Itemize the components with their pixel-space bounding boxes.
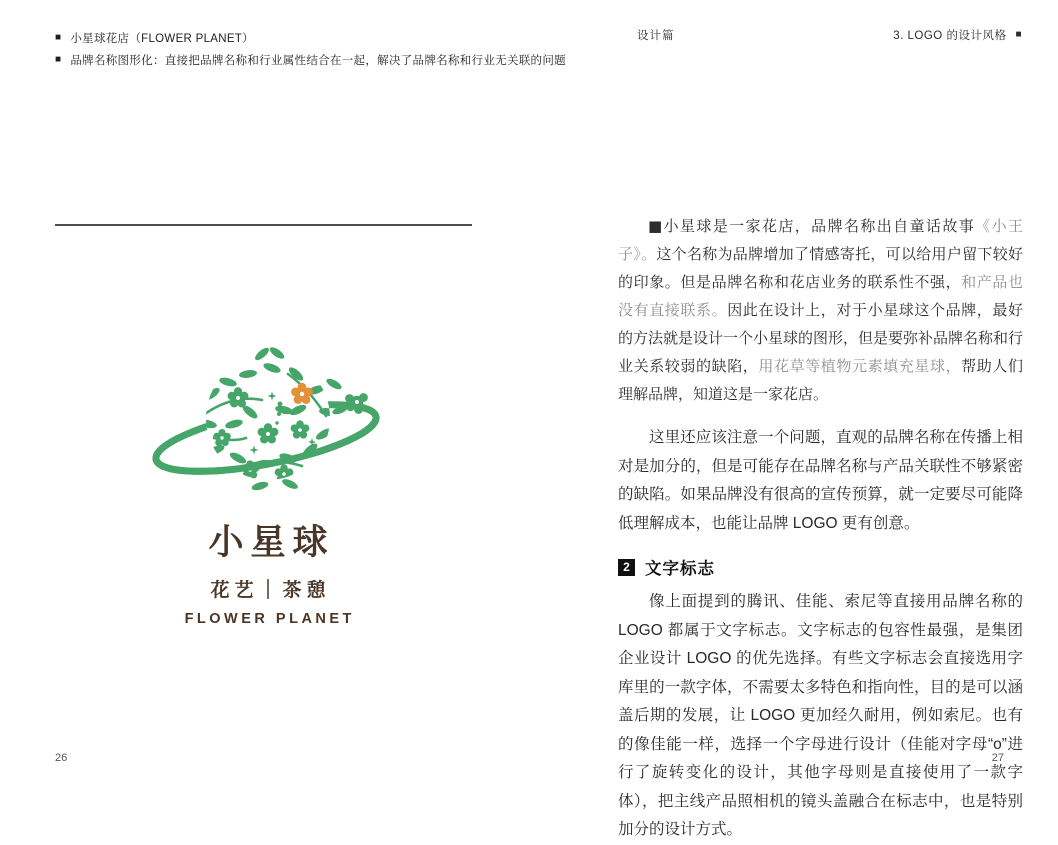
intro-seg2-highlight: 《小王子》。: [618, 217, 1023, 263]
square-bullet-icon: ■: [55, 32, 62, 43]
intro-paragraph: [618, 212, 1023, 408]
intro-seg1: 小星球是一家花店，品牌名称出自童话故事: [663, 217, 976, 235]
horizontal-rule: [55, 224, 472, 226]
square-bullet-icon: ■: [55, 54, 62, 65]
intro-seg3: 这个名称为品牌增加了情感寄托，可以给用户留下较好的印象。但是品牌名称和花店业务的联系性不强，: [618, 245, 1023, 291]
planet-logo-graphic: [150, 346, 386, 504]
section-title: 文字标志: [645, 560, 715, 578]
intro-seg6-highlight: 用花草等植物元素填充星球，: [758, 357, 962, 375]
logo-english-name: FLOWER PLANET: [184, 611, 355, 627]
chapter-title: 3. LOGO 的设计风格: [893, 30, 1007, 42]
paragraph-bullet-icon: ■: [648, 217, 664, 235]
running-head-chapter: [893, 27, 1022, 43]
body-paragraph: 像上面提到的腾讯、佳能、索尼等直接用品牌名称的 LOGO 都属于文字标志。文字标志的包容性最强，是集团企业设计 LOGO 的优先选择。有些文字标志会直接选用字库里的一款字体，不需要太多特色和指向性，目的是可以涵盖后期的发展，让 LOGO 更加经久耐用，例如索尼。也有的像佳能一样，选择一个字母进行设计（佳能对字母“o”进行了旋转变化的设计，其他字母则是直接使用了一款字体），把主线产品照相机的镜头盖融合在标志中，也是特别加分的设计方式。: [618, 593, 1023, 838]
flower-planet-logo: [146, 346, 390, 627]
left-page-header: [55, 30, 566, 74]
intro-seg7: 帮助人们理解品牌，知道这是一家花店。: [618, 357, 1023, 403]
page-number-left: 26: [55, 752, 68, 764]
right-page-text-column: [618, 212, 1023, 845]
header-line-brand: [55, 30, 566, 46]
note-paragraph: 这里还应该注意一个问题，直观的品牌名称在传播上相对是加分的，但是可能存在品牌名称与产品关联性不够紧密的缺陷。如果品牌没有很高的宣传预算，就一定要尽可能降低理解成本，也能让品牌 LOGO 更有创意。: [618, 429, 1023, 532]
brand-title: 小星球花店（FLOWER PLANET）: [70, 33, 254, 45]
section-heading: [618, 555, 1023, 579]
logo-chinese-name: 小星球: [208, 523, 335, 563]
square-bullet-icon: ■: [1015, 29, 1022, 40]
running-head-section: 设计篇: [637, 30, 675, 42]
logo-subtitle: 花艺｜茶憩: [210, 580, 331, 601]
brand-description: 品牌名称图形化：直接把品牌名称和行业属性结合在一起，解决了品牌名称和行业无关联的问题: [70, 55, 566, 67]
header-line-description: [55, 52, 566, 68]
section-number-badge: 2: [618, 559, 635, 576]
intro-seg4-highlight: 和产品也没有直接联系。: [618, 273, 1023, 319]
page-number-right: 27: [991, 752, 1004, 764]
intro-seg5: 因此在设计上，对于小星球这个品牌，最好的方法就是设计一个小星球的图形，但是要弥补品牌名称和行业关系较弱的缺陷，: [618, 301, 1024, 375]
